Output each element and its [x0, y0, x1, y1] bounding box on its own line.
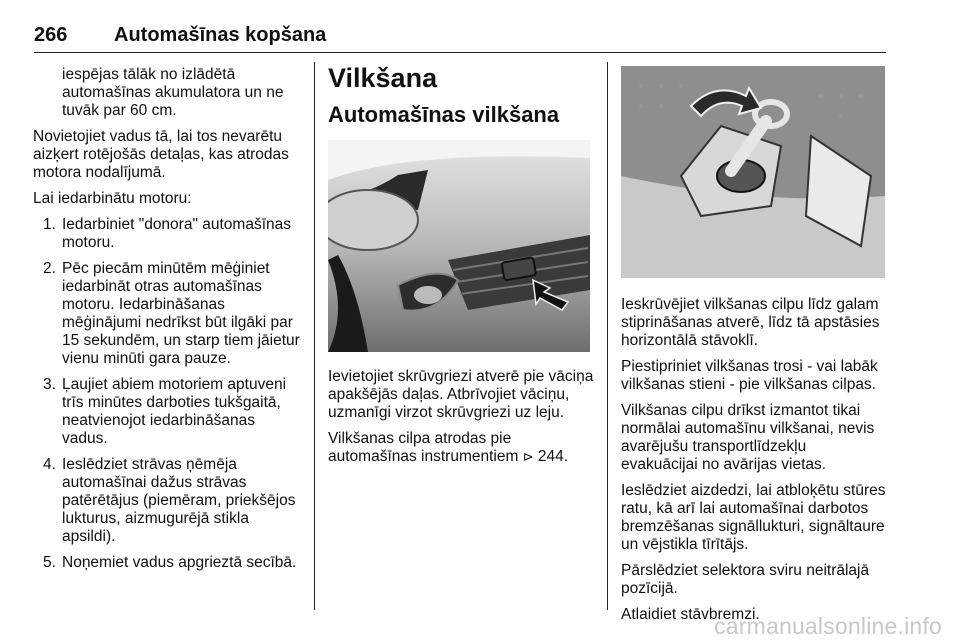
list-item — [33, 376, 301, 448]
step-number: 5. — [43, 554, 56, 571]
step-number: 4. — [43, 456, 56, 473]
list-item — [33, 554, 301, 572]
watermark: carmanualsonline.info — [714, 613, 942, 639]
paragraph-screw-in: Ieskrūvējiet vilkšanas cilpu līdz galam stiprināšanas atverē, līdz tā apstāsies horizontālā stāvoklī. — [621, 296, 880, 349]
paragraph-parking-brake: Atlaidiet stāvbremzi. — [621, 606, 760, 623]
tow-eye-text: Vilkšanas cilpa atrodas pie automašīnas instrumentiem — [328, 430, 519, 465]
paragraph-start-intro: Lai iedarbinātu motoru: — [33, 190, 192, 207]
step-number: 2. — [43, 260, 56, 277]
step-number: 3. — [43, 376, 56, 393]
paragraph-cables: Novietojiet vadus tā, lai tos nevarētu aizķert rotējošās detaļas, kas atrodas motora nodalījumā. — [33, 128, 289, 181]
list-item — [33, 456, 301, 546]
paragraph-attach-rope: Piestipriniet vilkšanas trosi - vai labāk vilkšanas stieni - pie vilkšanas cilpas. — [621, 358, 878, 393]
paragraph-tow-eye-location — [328, 430, 596, 466]
list-item — [33, 260, 301, 368]
column-left — [33, 66, 301, 580]
step-number: 1. — [43, 216, 56, 233]
chapter-title: Automašīnas kopšana — [114, 24, 327, 46]
paragraph-ignition: Ieslēdziet aizdedzi, lai atbloķētu stūres ratu, kā arī lai automašīnai darbotos bremzēšanas signāllukturi, signāltaure un vējstikla tīrītājs. — [621, 482, 886, 553]
section-title: Vilkšana — [328, 63, 438, 93]
step-text: Ļaujiet abiem motoriem aptuveni trīs minūtes darboties tukšgaitā, neatvienojot iedarbināšanas vadus. — [62, 376, 287, 447]
page-header — [34, 22, 886, 53]
tow-eye-installation-image — [621, 66, 885, 278]
steps-list — [33, 216, 301, 572]
list-item — [33, 216, 301, 252]
page-number: 266 — [34, 24, 68, 46]
step-text: Iedarbiniet "donora" automašīnas motoru. — [62, 216, 292, 251]
column-middle — [328, 62, 596, 474]
step-text: Noņemiet vadus apgrieztā secībā. — [62, 554, 297, 571]
paragraph-neutral: Pārslēdziet selektora sviru neitrālajā pozīcijā. — [621, 562, 870, 597]
column-divider — [314, 62, 315, 610]
step-text: Pēc piecām minūtēm mēģiniet iedarbināt otras automašīnas motoru. Iedarbināšanas mēģinājumi nedrīkst būt ilgāki par 15 sekundēm, un starp tiem jāietur vienu minūti gara pauze. — [62, 260, 300, 367]
arrow-reference-icon: ⊳ — [522, 449, 534, 464]
page-reference: 244. — [537, 448, 569, 465]
section-subtitle: Automašīnas vilkšana — [328, 102, 560, 127]
column-divider — [607, 62, 608, 610]
column-right — [621, 66, 887, 632]
continued-text: iespējas tālāk no izlādētā automašīnas akumulatora un ne tuvāk par 60 cm. — [62, 66, 284, 119]
step-text: Ieslēdziet strāvas ņēmēja automašīnai dažus strāvas patērētājus (piemēram, priekšējos lukturus, aizmugurējā stikla apsildi). — [62, 456, 296, 545]
paragraph-usage-note: Vilkšanas cilpu drīkst izmantot tikai normālai automašīnu vilkšanai, nevis avarējušu transportlīdzekļu evakuācijai no avārijas vietas. — [621, 402, 875, 473]
car-front-bumper-image — [328, 140, 590, 352]
paragraph-screwdriver: Ievietojiet skrūvgriezi atverē pie vāciņa apakšējās daļas. Atbrīvojiet vāciņu, uzmanīgi virzot skrūvgriezi uz leju. — [328, 368, 594, 421]
